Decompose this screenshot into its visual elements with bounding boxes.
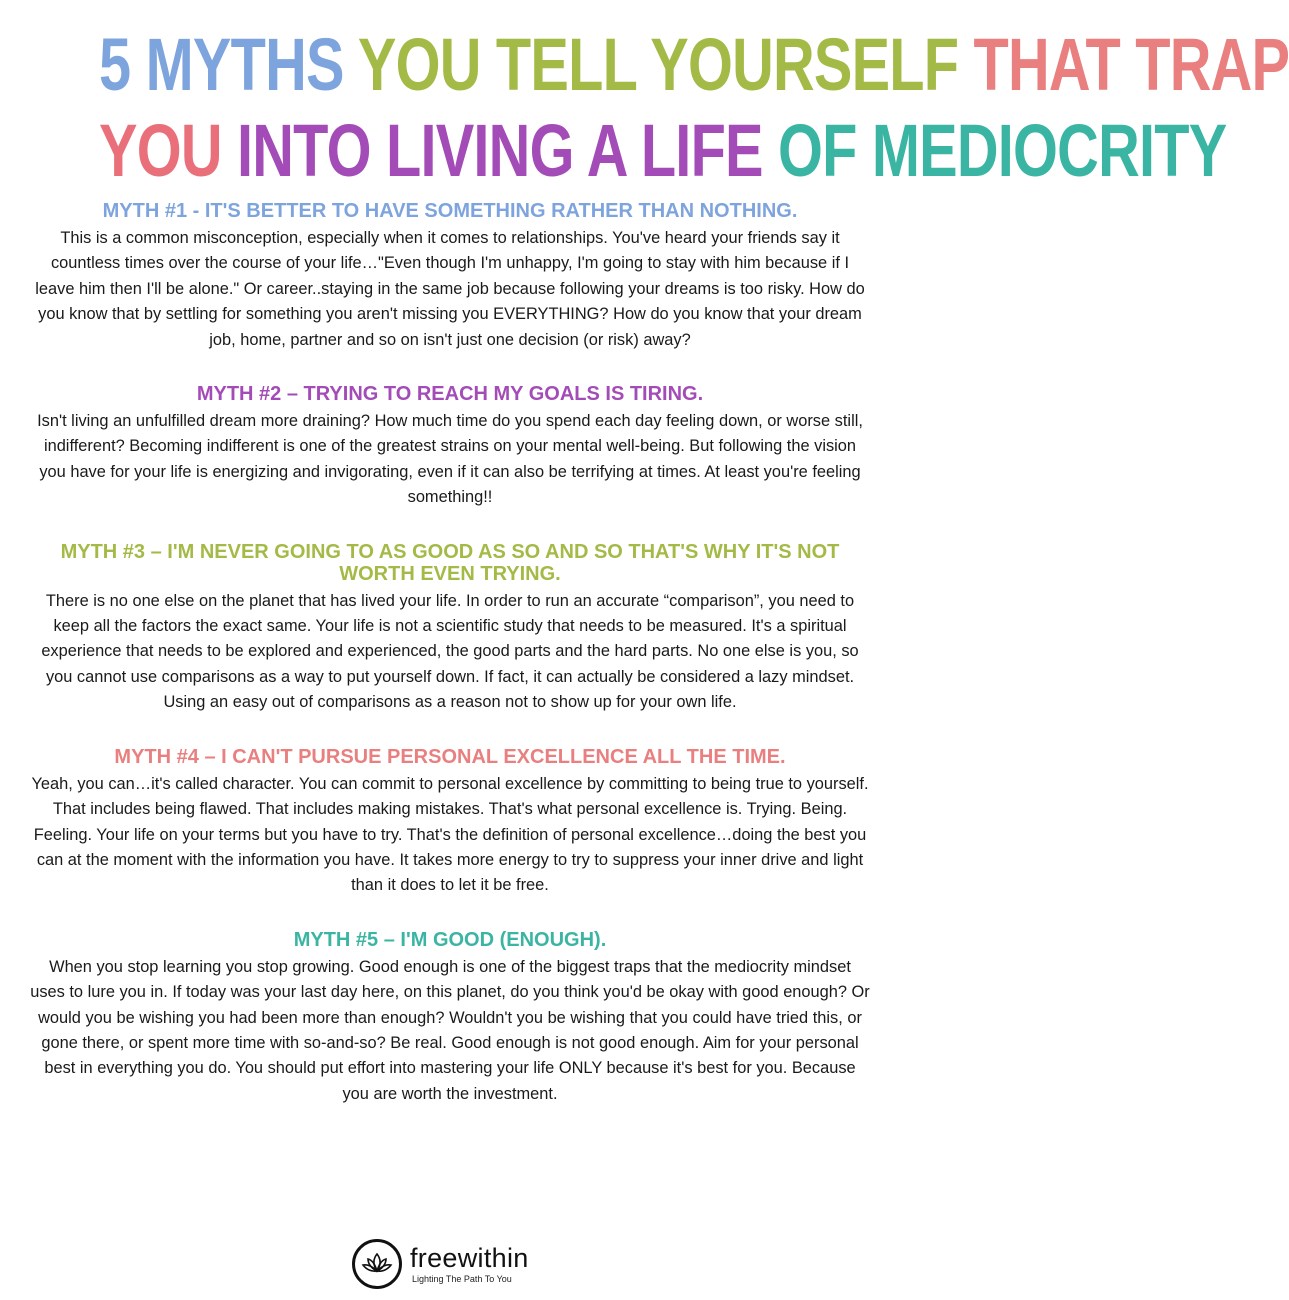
myth-body: When you stop learning you stop growing. Good enough is one of the biggest traps that the mediocrity mindset uses to lure you in. If today was your last day here, on this planet, do you think you'd be okay with good enough? Or would you be wishing you had been more than enough? Wouldn't you be wishing that you could have tried this, or gone there, or spent more time with so-and-so? Be real. Good enough is not good enough. Aim for your personal best in everything you do. You should put effort into mastering your life ONLY because it's best for you. Because you are worth the investment. [30, 957, 870, 1103]
brand-logo [352, 1236, 529, 1292]
myth-heading: MYTH #2 – TRYING TO REACH MY GOALS IS TIRING. [196, 383, 704, 406]
myth-heading: MYTH #5 – I'M GOOD (ENOUGH). [293, 928, 607, 951]
logo-wordmark: freewithin [410, 1243, 529, 1273]
myth-section-2 [30, 383, 870, 511]
myth-body: Isn't living an unfulfilled dream more draining? How much time do you spend each day feeling down, or worse still, indifferent? Becoming indifferent is one of the greatest strains on your mental well-being. But following the vision you have for your life is energizing and invigorating, even if it can also be terrifying at times. At least you're feeling something!! [37, 412, 863, 507]
myth-heading: MYTH #3 – I'M NEVER GOING TO AS GOOD AS SO AND SO THAT'S WHY IT'S NOT WORTH EVEN TRYING. [60, 540, 840, 585]
logo-tagline: Lighting The Path To You [412, 1274, 512, 1284]
title-segment: 5 MYTHS [99, 23, 358, 106]
myth-body: This is a common misconception, especially when it comes to relationships. You've heard your friends say it countless times over the course of your life…"Even though I'm unhappy, I'm going to stay with him because if I leave him then I'll be alone." Or career..staying in the same job because following your dreams is too risky. How do you know that by settling for something you aren't missing you EVERYTHING? How do you know that your dream job, home, partner and so on isn't just one decision (or risk) away? [35, 229, 865, 349]
title-segment: THAT TRAP [973, 23, 1289, 106]
myths-list [30, 200, 870, 1107]
lotus-icon [352, 1239, 402, 1289]
myth-section-5 [30, 929, 870, 1107]
title-block [0, 22, 1289, 194]
title-line-2 [99, 108, 1227, 194]
myth-body: Yeah, you can…it's called character. You can commit to personal excellence by committing to being true to yourself. That includes being flawed. That includes making mistakes. That's what personal excellence is. Trying. Being. Feeling. Your life on your terms but you have to try. That's the definition of personal excellence…doing the best you can at the moment with the information you have. It takes more energy to try to suppress your inner drive and light than it does to let it be free. [31, 774, 869, 895]
title-line-1 [99, 22, 1289, 108]
myth-heading: MYTH #1 - IT'S BETTER TO HAVE SOMETHING RATHER THAN NOTHING. [102, 200, 798, 222]
myth-section-3 [30, 541, 870, 716]
title-segment: INTO LIVING A LIFE [236, 109, 779, 192]
myth-section-1 [30, 200, 870, 353]
title-segment: YOU [99, 109, 237, 192]
myth-heading: MYTH #4 – I CAN'T PURSUE PERSONAL EXCELLENCE ALL THE TIME. [114, 745, 786, 768]
title-segment: YOU TELL YOURSELF [357, 23, 974, 106]
myth-section-4 [30, 746, 870, 899]
title-segment: OF MEDIOCRITY [778, 109, 1227, 192]
myth-body: There is no one else on the planet that has lived your life. In order to run an accurate “comparison”, you need to keep all the factors the exact same. Your life is not a scientific study that needs to be measured. It's a spiritual experience that needs to be explored and experienced, the good parts and the hard parts. No one else is you, so you cannot use comparisons as a way to put yourself down. If fact, it can actually be considered a lazy mindset. Using an easy out of comparisons as a reason not to show up for your own life. [41, 591, 859, 712]
page-title [99, 22, 1289, 194]
